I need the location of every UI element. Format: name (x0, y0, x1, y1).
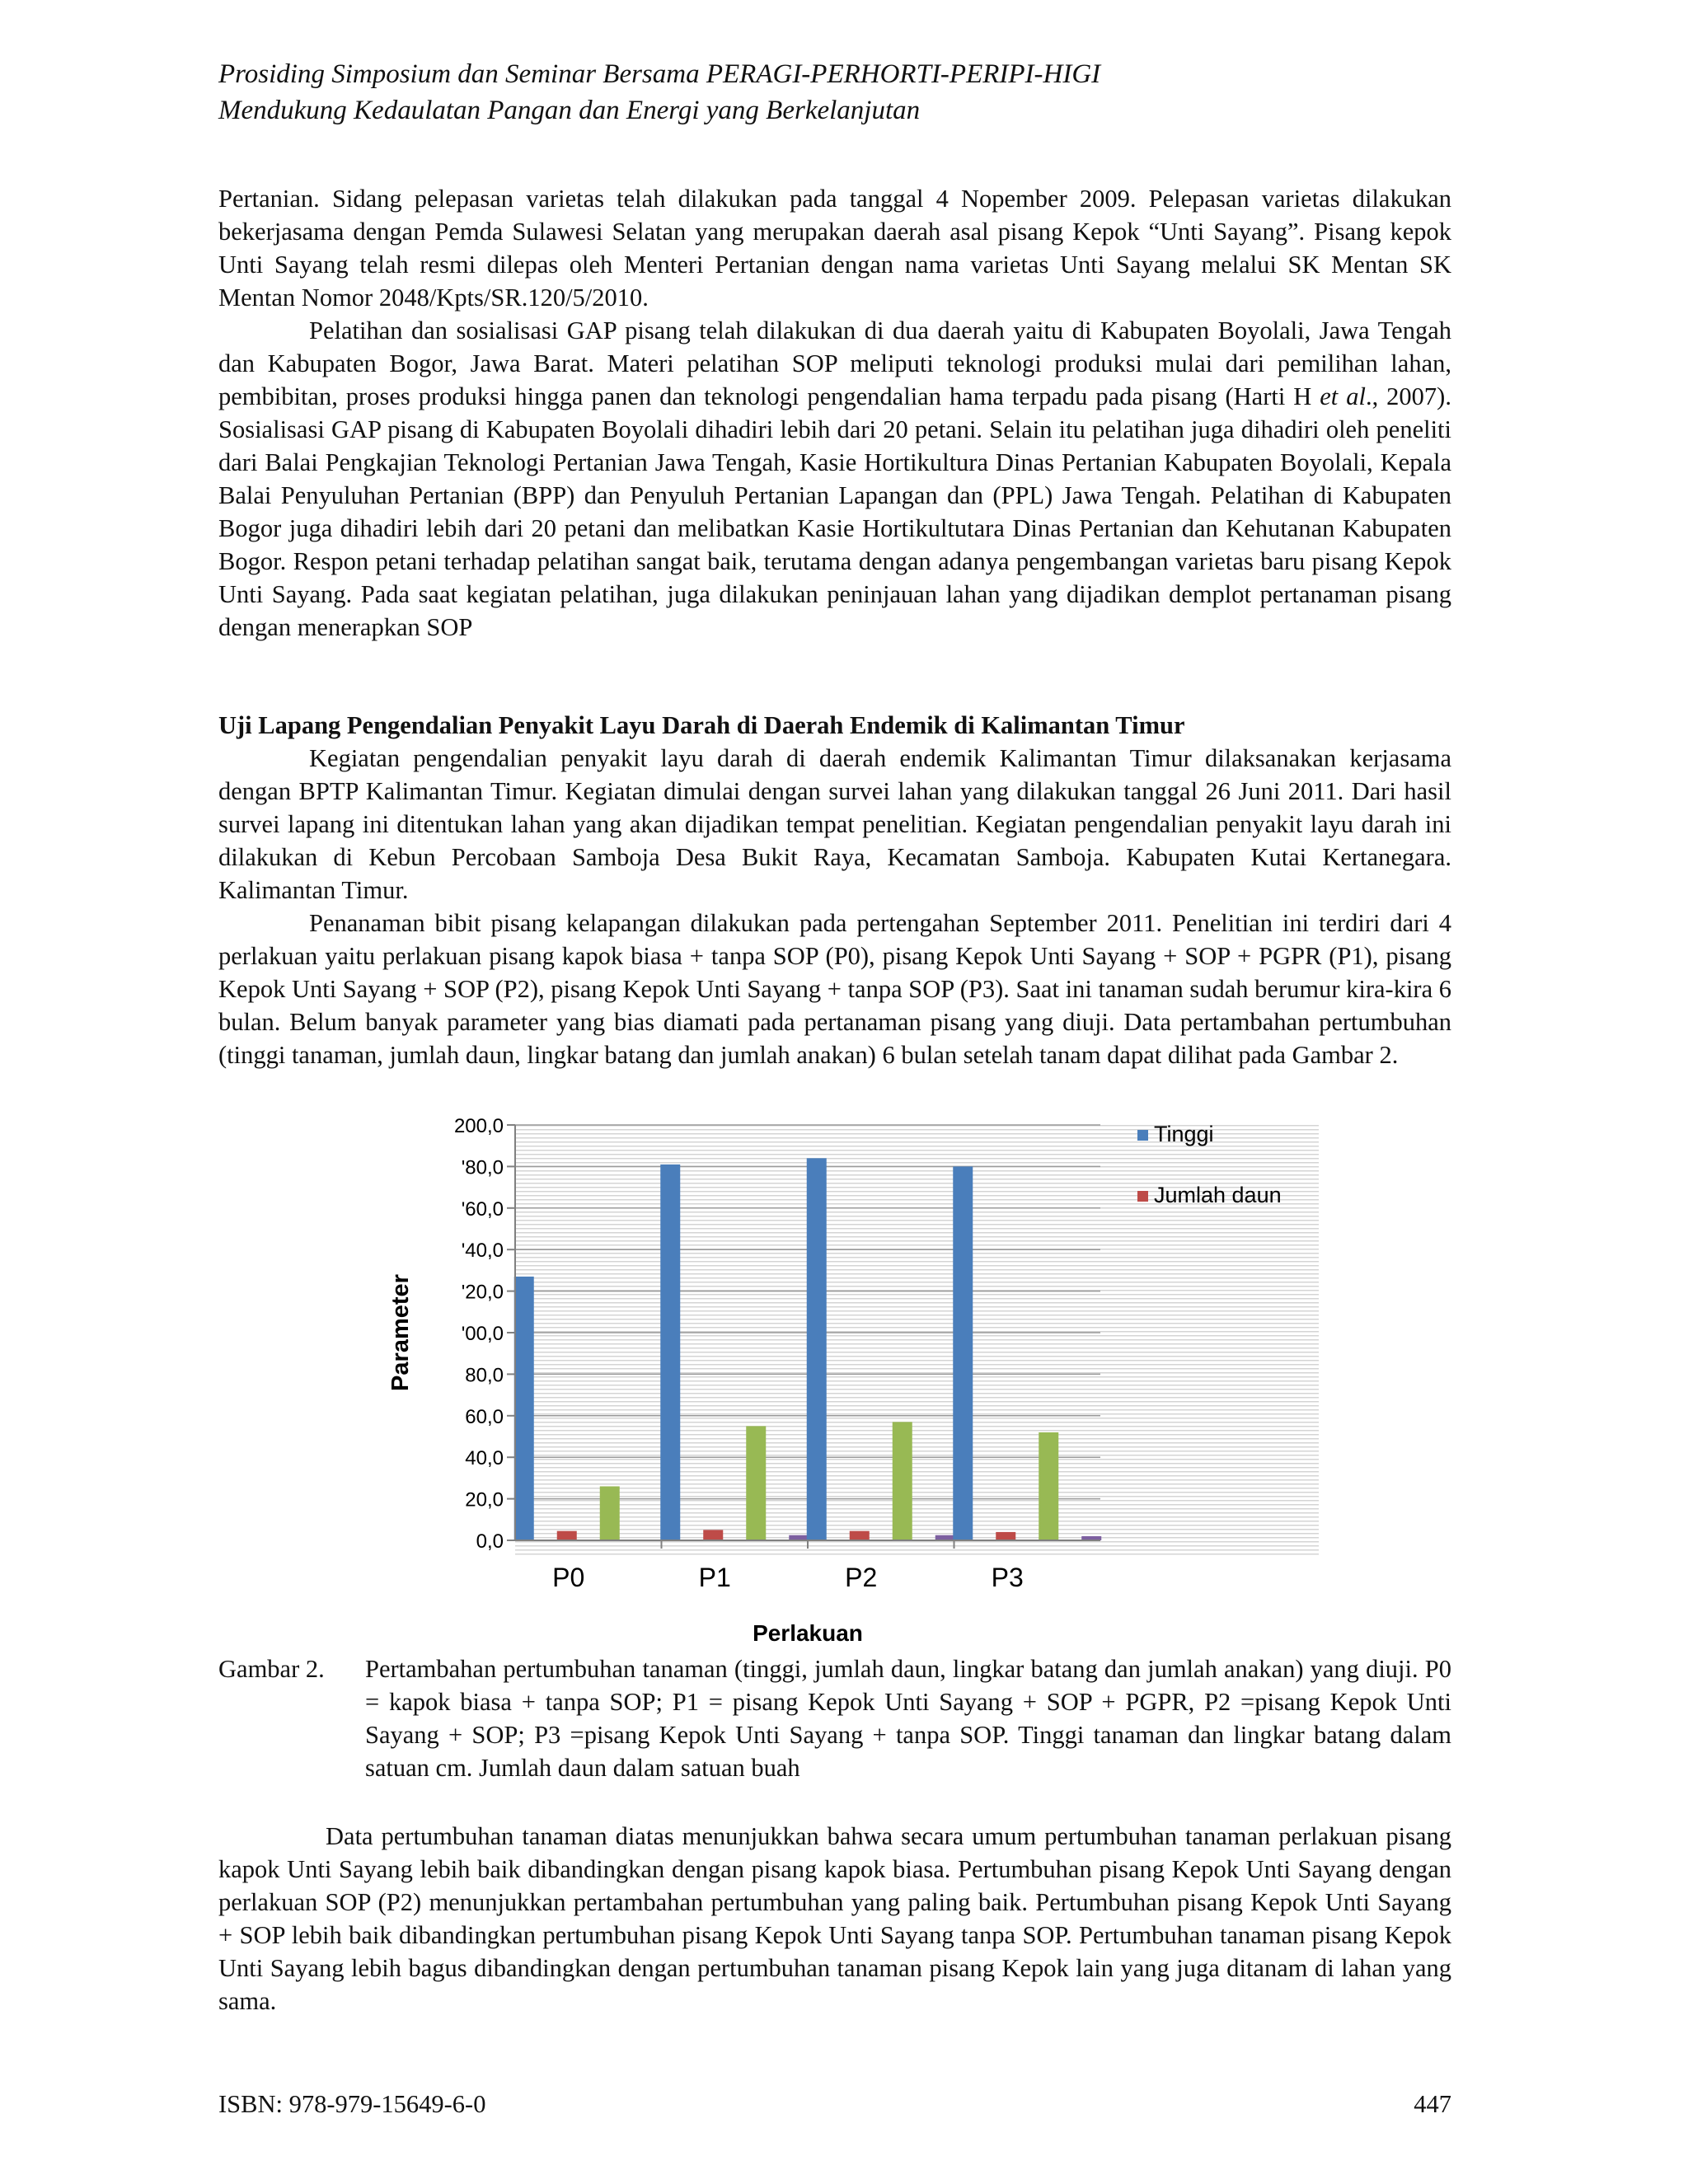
bar-jumlah-daun-p0 (557, 1531, 577, 1540)
paragraph-1: Pertanian. Sidang pelepasan varietas telah dilakukan pada tanggal 4 Nopember 2009. Pelepasan varietas dilakukan bekerjasama dengan Pemda Sulawesi Selatan yang merupakan daerah asal pisang Kepok “Unti Sayang”. Pisang kepok Unti Sayang telah resmi dilepas oleh Menteri Pertanian dengan nama varietas Unti Sayang melalui SK Mentan SK Mentan Nomor 2048/Kpts/SR.120/5/2010. (218, 185, 1451, 312)
y-tick-label: 80,0 (465, 1364, 504, 1387)
isbn: ISBN: 978-979-15649-6-0 (218, 2090, 486, 2118)
x-tick-labels (552, 1563, 1024, 1592)
caption-label: Gambar 2. (218, 1655, 325, 1683)
legend-label: Tinggi (1154, 1122, 1214, 1146)
bar-lingkar-batang-p2 (893, 1422, 912, 1540)
legend-label: Jumlah daun (1154, 1183, 1282, 1207)
y-tick-label: 200,0 (453, 1115, 504, 1137)
paragraph-2 (218, 314, 1451, 644)
x-axis-title: Perlakuan (753, 1620, 863, 1646)
paragraph-4: Penanaman bibit pisang kelapangan dilakukan pada pertengahan September 2011. Penelitian ini terdiri dari 4 perlakuan yaitu perlakuan pisang kapok biasa + tanpa SOP (P0), pisang Kepok Unti Sayang + SOP + PGPR (P1), pisang Kepok Unti Sayang + SOP (P2), pisang Kepok Unti Sayang + tanpa SOP (P3). Saat ini tanaman sudah berumur kira-kira 6 bulan. Belum banyak parameter yang bias diamati pada pertanaman pisang yang diuji. Data pertambahan pertumbuhan (tinggi tanaman, jumlah daun, lingkar batang dan jumlah anakan) 6 bulan setelah tanam dapat dilihat pada Gambar 2. (218, 909, 1451, 1069)
figure-caption (218, 1652, 1451, 1784)
paragraph-2-text-b: ., 2007). Sosialisasi GAP pisang di Kabupaten Boyolali dihadiri lebih dari 20 petani. Selain itu pelatihan juga dihadiri oleh peneliti dari Balai Pengkajian Teknologi Pertanian Jawa Tengah, Kasie Hortikultura Dinas Pertanian Kabupaten Boyolali, Kepala Balai Penyuluhan Pertanian (BPP) dan Penyuluh Pertanian Lapangan dan (PPL) Jawa Tengah. Pelatihan di Kabupaten Bogor juga dihadiri lebih dari 20 petani dan melibatkan Kasie Hortikultutara Dinas Pertanian dan Kehutanan Kabupaten Bogor. Respon petani terhadap pelatihan sangat baik, terutama dengan adanya pengembangan varietas baru pisang Kepok Unti Sayang. Pada saat kegiatan pelatihan, juga dilakukan peninjauan lahan yang dijadikan demplot pertanaman pisang dengan menerapkan SOP (218, 382, 1451, 641)
y-axis-title: Parameter (387, 1274, 414, 1391)
running-header (218, 56, 1451, 129)
y-tick-label: 20,0 (465, 1488, 504, 1511)
y-tick-label: '20,0 (461, 1281, 504, 1304)
legend-swatch (1137, 1191, 1148, 1202)
page-footer (218, 2088, 1451, 2121)
paragraph-3: Kegiatan pengendalian penyakit layu darah di daerah endemik Kalimantan Timur dilaksanakan kerjasama dengan BPTP Kalimantan Timur. Kegiatan dimulai dengan survei lahan yang dilakukan tanggal 26 Juni 2011. Dari hasil survei lapang ini ditentukan lahan yang akan dijadikan tempat penelitian. Kegiatan pengendalian penyakit layu darah ini dilakukan di Kebun Percobaan Samboja Desa Bukit Raya, Kecamatan Samboja. Kabupaten Kutai Kertanegara. Kalimantan Timur. (218, 744, 1451, 904)
y-tick-label: '60,0 (461, 1197, 504, 1221)
y-tick-label: '00,0 (461, 1323, 504, 1345)
paragraph-2-text-a: Pelatihan dan sosialisasi GAP pisang telah dilakukan di dua daerah yaitu di Kabupaten Boyolali, Jawa Tengah dan Kabupaten Bogor, Jawa Barat. Materi pelatihan SOP meliputi teknologi produksi mulai dari pemilihan lahan, pembibitan, proses produksi hingga panen dan teknologi pengendalian hama terpadu pada pisang (Harti H (218, 316, 1451, 410)
bar-tinggi-p3 (953, 1166, 973, 1540)
paragraph-5: Data pertumbuhan tanaman diatas menunjukkan bahwa secara umum pertumbuhan tanaman perlakuan pisang kapok Unti Sayang lebih baik dibandingkan dengan pisang kapok biasa. Pertumbuhan pisang Kepok Unti Sayang dengan perlakuan SOP (P2) menunjukkan pertambahan pertumbuhan yang paling baik. Pertumbuhan pisang Kepok Unti Sayang + SOP lebih baik dibandingkan pertumbuhan pisang Kepok Unti Sayang tanpa SOP. Pertumbuhan tanaman pisang Kepok Unti Sayang lebih bagus dibandingkan dengan pertumbuhan tanaman pisang Kepok lain yang juga ditanam di lahan yang sama. (218, 1822, 1451, 2015)
bar-lingkar-batang-p3 (1039, 1432, 1058, 1540)
caption-text: Pertambahan pertumbuhan tanaman (tinggi, jumlah daun, lingkar batang dan jumlah anakan) yang diuji. P0 = kapok biasa + tanpa SOP; P1 = pisang Kepok Unti Sayang + SOP + PGPR, P2 =pisang Kepok Unti Sayang + SOP; P3 =pisang Kepok Unti Sayang + tanpa SOP. Tinggi tanaman dan lingkar batang dalam satuan cm. Jumlah daun dalam satuan buah (365, 1655, 1451, 1782)
y-tick-labels (454, 1115, 504, 1553)
figure-2-chart (218, 1108, 1451, 1652)
body-section-top (218, 182, 1451, 644)
y-tick-label: '40,0 (461, 1240, 504, 1263)
legend-swatch (1137, 1130, 1148, 1141)
y-tick-label: 60,0 (465, 1405, 504, 1428)
caption-row (218, 1652, 1451, 1784)
x-tick-label-p1: P1 (698, 1563, 731, 1592)
bar-tinggi-p1 (660, 1165, 680, 1540)
bar-tinggi-p2 (807, 1158, 827, 1540)
bar-jumlah-daun-p1 (703, 1530, 723, 1540)
y-tick-label: 0,0 (476, 1530, 504, 1553)
bar-jumlah-daun-p2 (850, 1531, 870, 1540)
x-tick-label-p2: P2 (845, 1563, 878, 1592)
x-tick-label-p3: P3 (991, 1563, 1024, 1592)
bar-chart (218, 1108, 1451, 1652)
section-heading: Uji Lapang Pengendalian Penyakit Layu Darah di Daerah Endemik di Kalimantan Timur (218, 711, 1185, 739)
page-number: 447 (1414, 2090, 1451, 2118)
body-section-middle (218, 709, 1451, 1071)
bar-jumlah-daun-p3 (996, 1532, 1015, 1540)
body-section-bottom (218, 1820, 1451, 2018)
y-tick-label: '80,0 (461, 1156, 504, 1179)
header-line-2: Mendukung Kedaulatan Pangan dan Energi yang Berkelanjutan (218, 96, 921, 125)
bar-lingkar-batang-p1 (746, 1426, 766, 1540)
bar-lingkar-batang-p0 (600, 1486, 620, 1540)
header-line-1: Prosiding Simposium dan Seminar Bersama PERAGI-PERHORTI-PERIPI-HIGI (218, 59, 1101, 89)
bar-tinggi-p0 (514, 1277, 534, 1540)
x-tick-label-p0: P0 (552, 1563, 585, 1592)
y-tick-label: 40,0 (465, 1447, 504, 1470)
paragraph-2-italic: et al (1320, 382, 1366, 410)
